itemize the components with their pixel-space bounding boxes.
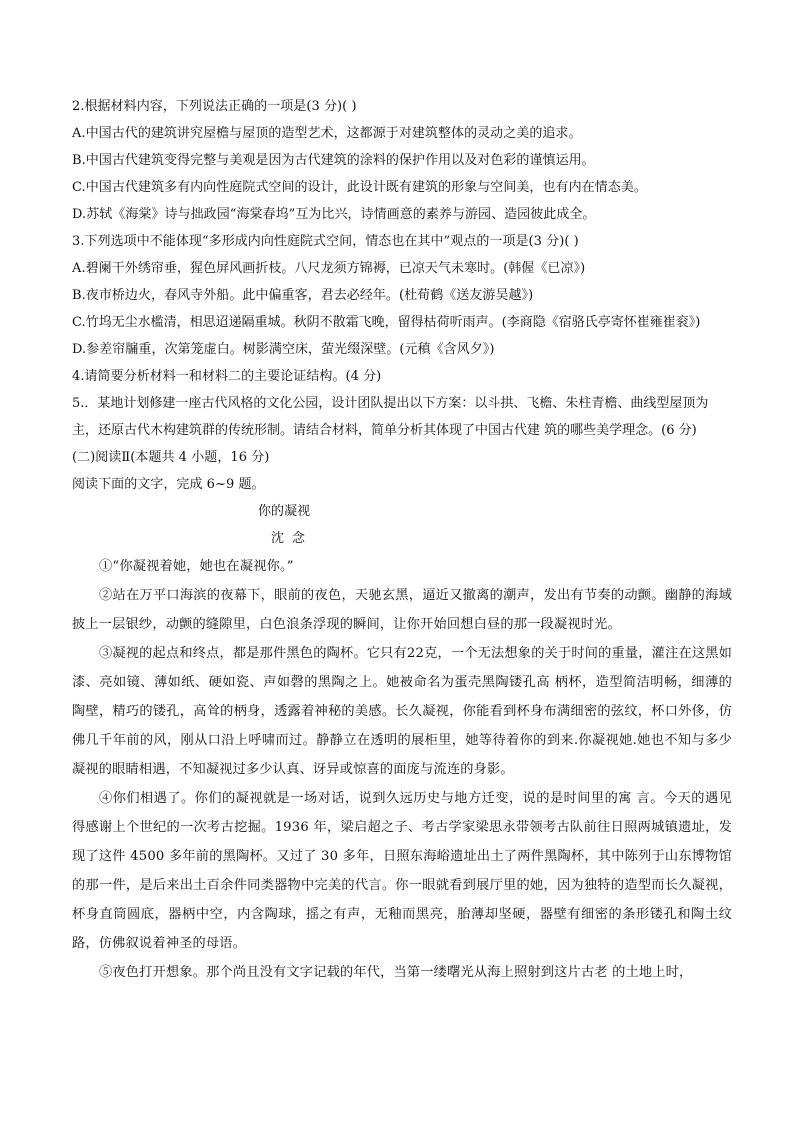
article-paragraph-4: ④你们相遇了。你们的凝视就是一场对话，说到久远历史与地方迁变，说的是时间里的寓 言。今天的遇见得感谢上个世纪的一次考古挖掘。1936 年，梁启超之子、考古学家梁思永带领考古队前往日照两城镇遗址，发现了这件 4500 多年前的黑陶杯。又过了 30 多年，日照东海峪遗址出土了两件黑陶杯，其中陈列于山东博物馆的那一件，是后来出土百余件同类器物中完美的代言。你一眼就看到展厅里的她，因为独特的造型而长久凝视，杯身直筒圆底，器柄中空，内含陶球，摇之有声，无釉而黑亮，胎薄却坚硬，器壁有细密的条形镂孔和陶土纹路，仿佛叙说着神圣的母语。 — [72, 791, 732, 951]
document-content — [72, 93, 744, 987]
question-2-option-d: D.苏轼《海棠》诗与拙政园“海棠春坞”互为比兴，诗情画意的素养与游园、造园彼此成全。 — [72, 207, 596, 222]
section-heading: (二)阅读Ⅱ(本题共 4 小题，16 分) — [72, 450, 270, 465]
article-paragraph-1: ①“你凝视着她，她也在凝视你。” — [99, 559, 294, 574]
section-instruction: 阅读下面的文字，完成 6~9 题。 — [72, 477, 265, 492]
question-5-stem: 5.．某地计划修建一座古代风格的文化公园，设计团队提出以下方案：以斗拱、飞檐、朱柱青檐、曲线型屋顶为主，还原古代木构建筑群的传统形制。请结合材料，简单分析其体现了中国古代建 筑的哪些美学理念。(6 分) — [72, 396, 709, 438]
question-3-option-b: B.夜市桥边火，春风寺外船。此中偏重客，君去必经年。(杜荀鹤《送友游吴越》) — [72, 288, 534, 303]
question-2-option-c: C.中国古代建筑多有内向性庭院式空间的设计，此设计既有建筑的形象与空间美，也有内在情态美。 — [72, 180, 647, 195]
article-title: 你的凝视 — [258, 504, 311, 519]
question-3-option-d: D.参差帘牖重，次第笼虚白。树影满空床，萤光缀深壁。(元稹《含风夕》) — [72, 342, 495, 357]
question-3-stem: 3.下列选项中不能体现“多形成内向性庭院式空间，情态也在其中”观点的一项是(3 分)( ) — [72, 234, 579, 249]
question-4-stem: 4.请简要分析材料一和材料二的主要论证结构。(4 分) — [72, 369, 382, 384]
question-2-option-a: A.中国古代的建筑讲究屋檐与屋顶的造型艺术，这都源于对建筑整体的灵动之美的追求。 — [72, 126, 582, 141]
question-2-option-b: B.中国古代建筑变得完整与美观是因为古代建筑的涂料的保护作用以及对色彩的谨慎运用。 — [72, 153, 595, 168]
article-author: 沈念 — [271, 531, 314, 546]
article-paragraph-3: ③凝视的起点和终点，都是那件黑色的陶杯。它只有22克，一个无法想象的关于时间的重量，灌注在这黑如漆、亮如镜、薄如纸、硬如瓷、声如磬的黑陶之上。她被命名为蛋壳黑陶镂孔高 柄杯，造型简洁明畅，细薄的陶壁，精巧的镂孔，高耸的柄身，透露着神秘的美感。长久凝视，你能看到杯身布满细密的弦纹，杯口外侈，仿佛几千年前的风，刚从口沿上呼啸而过。静静立在透明的展柜里，她等待着你的到来.你凝视她.她也不知与多少凝视的眼睛相遇，不知凝视过多少认真、讶异或惊喜的面庞与流连的身影。 — [72, 646, 733, 777]
question-2-stem: 2.根据材料内容，下列说法正确的一项是(3 分)( ) — [72, 99, 357, 114]
question-3-option-a: A.碧阑干外绣帘垂，猩色屏风画折枝。八尺龙须方锦褥，已凉天气未寒时。(韩偓《已凉》) — [72, 261, 586, 276]
article-paragraph-2: ②站在万平口海滨的夜幕下，眼前的夜色，天驰玄黑，逼近又撤离的潮声，发出有节奏的动颤。幽静的海域披上一层银纱，动颤的缝隙里，白色浪条浮现的瞬间，让你开始回想白昼的那一段凝视时光。 — [72, 588, 732, 632]
question-3-option-c: C.竹坞无尘水槛清，相思迢递隔重城。秋阴不散霜飞晚，留得枯荷听雨声。(李商隐《宿骆氏亭寄怀崔雍崔衮》) — [72, 315, 701, 330]
article-paragraph-5: ⑤夜色打开想象。那个尚且没有文字记载的年代，当第一缕曙光从海上照射到这片古老 的土地上时， — [99, 965, 693, 980]
